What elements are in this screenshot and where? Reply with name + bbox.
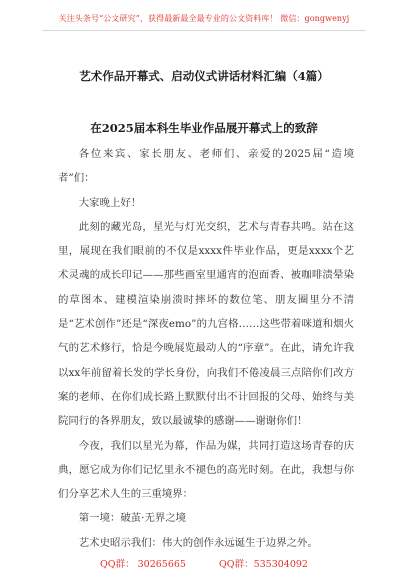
paragraph-first-realm: 第一境：破茧·无界之境 (78, 512, 187, 525)
paragraph-opening: 此刻的藏光岛，星光与灯光交织，艺术与青春共鸣。站在这里，展现在我们眼前的不仅是xxxx件毕业作品，更是xxxx个艺术灵魂的成长印记——那些画室里通宵的泡面香、被咖啡渍晕染的草图本、建模渲染崩溃时摔坏的数位笔、朋友圈里分不清是“艺术创作”还是“深夜emo”的九宫格……这些带着咪道和烟火气的艺术修行，恰是今晚展览最动人的“序章”。在此，请允许我以xx年前留着长发的学长身份，向我们不倦凌晨三点陪你们改方案的老师、在你们成长路上默默付出不计回报的父母、始终与美院同行的各界朋友，致以最诚挚的感谢——谢谢你们！ (58, 220, 354, 428)
footer-qq-group-2: QQ群：535304092 (219, 559, 308, 570)
paragraph-art-history: 艺术史昭示我们：伟大的创作永远诞生于边界之外。 (78, 536, 318, 549)
paragraph-tonight: 今夜，我们以星光为幕，作品为媒，共同打造这场青春的庆典，愿它成为你们记忆里永不褪色的高光时刻。在此，我想与你们分享艺术人生的三重境界： (58, 439, 354, 501)
paragraph-salutation: 各位来宾、家长朋友、老师们、亲爱的2025届“造境者”们： (58, 148, 354, 185)
header-divider (42, 30, 366, 31)
document-body (58, 142, 354, 555)
footer-qq-group-1: QQ群： 30265665 (100, 559, 186, 570)
speech-title: 在2025届本科生毕业作品展开幕式上的致辞 (90, 121, 318, 135)
paragraph-greeting: 大家晚上好！ (78, 196, 142, 209)
document-title: 艺术作品开幕式、启动仪式讲话材料汇编（4篇） (79, 69, 329, 83)
footer-contacts (0, 556, 408, 570)
header-banner: 关注头条号“公文研究”，获得最新最全最专业的公文资料库！ 微信：gongwenyj (58, 14, 350, 23)
